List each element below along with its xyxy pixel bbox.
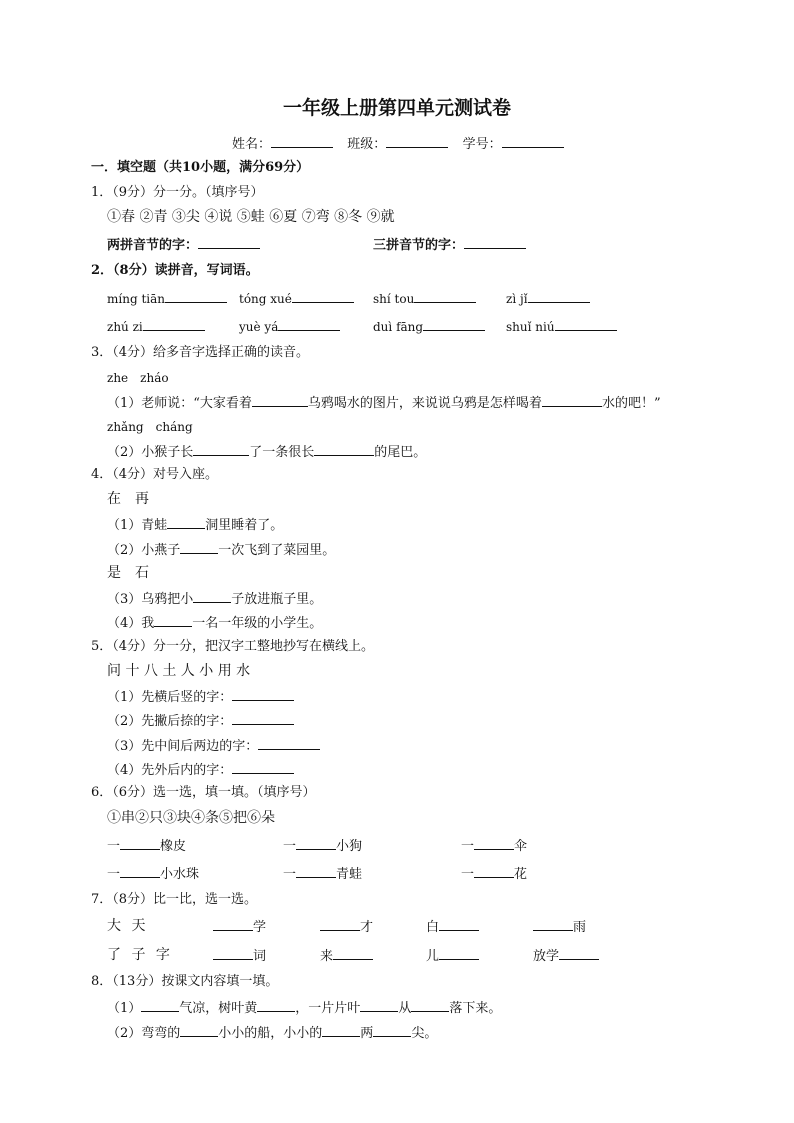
q2-stem: 2．（8分）读拼音，写词语。 bbox=[91, 263, 259, 278]
q4-pair-2: 是 石 bbox=[107, 565, 149, 581]
q7-blank[interactable] bbox=[439, 947, 479, 960]
q2-item: shuǐ niú bbox=[506, 318, 617, 335]
q8-blank[interactable] bbox=[360, 999, 398, 1012]
q7-blank[interactable] bbox=[333, 947, 373, 960]
section-heading: 一．填空题（共10小题，满分69分） bbox=[91, 160, 310, 175]
q6-item: 一 小水珠 bbox=[107, 867, 200, 882]
q7-item: 白 bbox=[426, 918, 479, 936]
q7-item: 学 bbox=[213, 918, 266, 936]
q5-stem: 5．（4分）分一分，把汉字工整地抄写在横线上。 bbox=[91, 639, 375, 654]
q7-item: 词 bbox=[213, 947, 266, 965]
q2-blank[interactable] bbox=[278, 318, 340, 331]
q7-item: 放学 bbox=[533, 947, 599, 965]
q6-item: 一 伞 bbox=[461, 839, 528, 854]
q3-blank[interactable] bbox=[542, 394, 602, 407]
q6-options: ①串②只③块④条⑤把⑥朵 bbox=[107, 810, 275, 826]
q2-item: duì fāng bbox=[373, 318, 485, 335]
q8-blank[interactable] bbox=[141, 999, 179, 1012]
q2-item: zhú zi bbox=[107, 318, 205, 335]
q8-line-2: （2）弯弯的 小小的船，小小的 两 尖。 bbox=[107, 1026, 438, 1041]
q7-group-2: 了 子 字 bbox=[107, 947, 173, 963]
q3-blank[interactable] bbox=[314, 443, 374, 456]
q2-item: míng tiān bbox=[107, 290, 227, 307]
q3-blank[interactable] bbox=[193, 443, 249, 456]
q2-blank[interactable] bbox=[423, 318, 485, 331]
q3-sentence-1: （1）老师说：“大家看着 乌鸦喝水的图片，来说说乌鸦是怎样喝着 水的吧！” bbox=[107, 396, 661, 411]
q7-blank[interactable] bbox=[533, 918, 573, 931]
q6-stem: 6．（6分）选一选，填一填。（填序号） bbox=[91, 785, 316, 800]
q6-item: 一 小狗 bbox=[283, 839, 363, 854]
class-blank[interactable] bbox=[386, 135, 448, 148]
q1-left-label: 两拼音节的字： bbox=[107, 238, 199, 253]
q8-blank[interactable] bbox=[411, 999, 449, 1012]
q3-blank[interactable] bbox=[252, 394, 308, 407]
q4-blank[interactable] bbox=[180, 541, 218, 554]
q5-blank[interactable] bbox=[258, 737, 320, 750]
number-blank[interactable] bbox=[502, 135, 564, 148]
q6-blank[interactable] bbox=[120, 837, 160, 850]
q7-item: 儿 bbox=[426, 947, 479, 965]
q5-chars: 问 十 八 土 人 小 用 水 bbox=[107, 663, 251, 679]
q5-line: （3）先中间后两边的字： bbox=[107, 737, 320, 755]
q8-line-1: （1） 气凉，树叶黄 ，一片片叶 从 落下来。 bbox=[107, 1001, 502, 1016]
q2-blank[interactable] bbox=[414, 290, 476, 303]
q1-right-label: 三拼音节的字： bbox=[373, 238, 465, 253]
q5-line: （4）先外后内的字： bbox=[107, 761, 294, 779]
q1-stem: 1．（9分）分一分。（填序号） bbox=[91, 185, 264, 200]
q6-item: 一 橡皮 bbox=[107, 839, 187, 854]
q1-left bbox=[107, 236, 260, 254]
q7-stem: 7．（8分）比一比，选一选。 bbox=[91, 892, 258, 907]
q2-item: yuè yá bbox=[239, 318, 340, 335]
q4-sentence: （2）小燕子 一次飞到了菜园里。 bbox=[107, 543, 336, 558]
q4-blank[interactable] bbox=[193, 590, 231, 603]
student-info bbox=[232, 135, 564, 153]
q2-item: tóng xué bbox=[239, 290, 354, 307]
q2-blank[interactable] bbox=[555, 318, 617, 331]
q2-blank[interactable] bbox=[165, 290, 227, 303]
q4-pair-1: 在 再 bbox=[107, 491, 149, 507]
q4-sentence: （3）乌鸦把小 子放进瓶子里。 bbox=[107, 592, 323, 607]
q5-blank[interactable] bbox=[232, 761, 294, 774]
name-label: 姓名： bbox=[232, 137, 272, 152]
q7-item: 雨 bbox=[533, 918, 586, 936]
q4-blank[interactable] bbox=[154, 614, 192, 627]
q3-sentence-2: （2）小猴子长 了一条很长 的尾巴。 bbox=[107, 445, 427, 460]
q4-blank[interactable] bbox=[167, 516, 205, 529]
q2-blank[interactable] bbox=[528, 290, 590, 303]
q7-blank[interactable] bbox=[213, 947, 253, 960]
class-label: 班级： bbox=[347, 137, 387, 152]
q4-stem: 4．（4分）对号入座。 bbox=[91, 467, 219, 482]
q7-item: 来 bbox=[320, 947, 373, 965]
q6-item: 一 青蛙 bbox=[283, 867, 363, 882]
name-blank[interactable] bbox=[271, 135, 333, 148]
q8-blank[interactable] bbox=[373, 1024, 411, 1037]
page-title: 一年级上册第四单元测试卷 bbox=[282, 97, 511, 119]
q1-right-blank[interactable] bbox=[464, 236, 526, 249]
q6-blank[interactable] bbox=[474, 865, 514, 878]
q6-blank[interactable] bbox=[120, 865, 160, 878]
q6-item: 一 花 bbox=[461, 867, 528, 882]
q2-blank[interactable] bbox=[292, 290, 354, 303]
q5-blank[interactable] bbox=[232, 688, 294, 701]
q1-left-blank[interactable] bbox=[198, 236, 260, 249]
q8-blank[interactable] bbox=[180, 1024, 218, 1037]
q5-line: （2）先撇后捺的字： bbox=[107, 712, 294, 730]
q8-blank[interactable] bbox=[322, 1024, 360, 1037]
q6-blank[interactable] bbox=[474, 837, 514, 850]
q5-blank[interactable] bbox=[232, 712, 294, 725]
q8-stem: 8．（13分）按课文内容填一填。 bbox=[91, 974, 279, 989]
q2-item: shí tou bbox=[373, 290, 476, 307]
q2-item: zì jǐ bbox=[506, 290, 590, 307]
q3-pinyin-1: zhe zháo bbox=[107, 371, 169, 385]
q7-blank[interactable] bbox=[439, 918, 479, 931]
q8-blank[interactable] bbox=[257, 999, 295, 1012]
q7-blank[interactable] bbox=[559, 947, 599, 960]
number-label: 学号： bbox=[462, 137, 502, 152]
q6-blank[interactable] bbox=[296, 865, 336, 878]
q7-blank[interactable] bbox=[320, 918, 360, 931]
q3-pinyin-2: zhǎng cháng bbox=[107, 420, 193, 434]
q7-blank[interactable] bbox=[213, 918, 253, 931]
q2-blank[interactable] bbox=[143, 318, 205, 331]
q6-blank[interactable] bbox=[296, 837, 336, 850]
q4-sentence: （1）青蛙 洞里睡着了。 bbox=[107, 518, 284, 533]
q4-sentence: （4）我 一名一年级的小学生。 bbox=[107, 616, 323, 631]
q7-item: 才 bbox=[320, 918, 373, 936]
q3-stem: 3．（4分）给多音字选择正确的读音。 bbox=[91, 345, 310, 360]
q7-group-1: 大 天 bbox=[107, 918, 149, 934]
q5-line: （1）先横后竖的字： bbox=[107, 688, 294, 706]
q1-options: ①春 ②青 ③尖 ④说 ⑤蛙 ⑥夏 ⑦弯 ⑧冬 ⑨就 bbox=[107, 209, 395, 225]
q1-right bbox=[373, 236, 526, 254]
